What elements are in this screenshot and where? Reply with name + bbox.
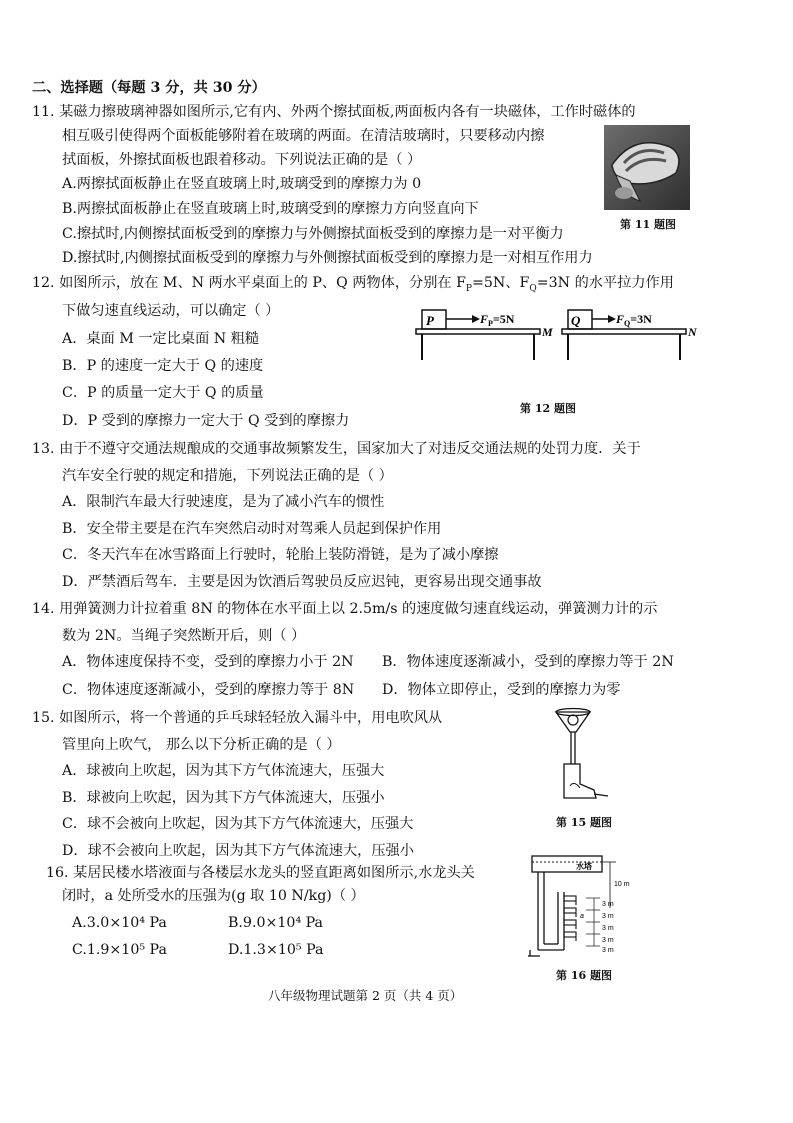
question-13-line-2: 汽车安全行驶的规定和措施，下列说法正确的是（ ） (62, 468, 393, 484)
question-11-option-c: C.擦拭时,内侧擦拭面板受到的摩擦力与外侧擦拭面板受到的摩擦力是一对平衡力 (62, 226, 564, 242)
question-15-option-d: D．球不会被向上吹起，因为其下方气体流速大，压强小 (62, 843, 414, 859)
question-16-option-a: A.3.0×10⁴ Pa (72, 915, 167, 931)
tower-label: 水塔 (576, 862, 592, 871)
question-15-line-1: 15. 如图所示，将一个普通的乒乓球轻轻放入漏斗中，用电吹风从 (32, 710, 443, 726)
question-13-line-1: 13. 由于不遵守交通法规酿成的交通事故频繁发生，国家加大了对违反交通法规的处罚力度．关于 (32, 441, 641, 457)
question-16-line-2: 闭时，a 处所受水的压强为(g 取 10 N/kg)（ ） (62, 888, 365, 904)
figure-11-caption: 第 11 题图 (620, 218, 676, 231)
question-number: 16. (46, 865, 69, 881)
figure-16-caption: 第 16 题图 (556, 969, 612, 982)
figure-15-caption: 第 15 题图 (556, 816, 612, 829)
floor-label: 3 m (602, 947, 614, 954)
block-q-label: Q (571, 313, 581, 328)
question-11-line-1: 11. 某磁力擦玻璃神器如图所示,它有内、外两个擦拭面板,两面板内各有一块磁体，工作时磁体的 (32, 104, 636, 120)
question-12-option-b: B．P 的速度一定大于 Q 的速度 (62, 358, 264, 374)
page-footer: 八年级物理试题第 2 页（共 4 页） (268, 988, 463, 1003)
tables-figure (410, 305, 700, 365)
question-15-option-a: A．球被向上吹起，因为其下方气体流速大，压强大 (62, 763, 385, 779)
point-a-label: a (580, 913, 584, 920)
question-14-line-1: 14. 用弹簧测力计拉着重 8N 的物体在水平面上以 2.5m/s 的速度做匀速直线运动，弹簧测力计的示 (32, 601, 658, 617)
question-13-option-b: B．安全带主要是在汽车突然启动时对驾乘人员起到保护作用 (62, 521, 442, 537)
question-15-line-2: 管里向上吹气， 那么以下分析正确的是（ ） (62, 737, 341, 753)
table-m-label: M (542, 325, 553, 339)
question-12-option-d: D．P 受到的摩擦力一定大于 Q 受到的摩擦力 (62, 413, 350, 429)
question-number: 11. (32, 104, 55, 120)
question-16-option-d: D.1.3×10⁵ Pa (228, 942, 324, 958)
question-11-line-2: 相互吸引使得两个面板能够附着在玻璃的两面。在清洁玻璃时，只要移动内擦 (62, 128, 545, 144)
question-11-option-b: B.两擦拭面板静止在竖直玻璃上时,玻璃受到的摩擦力方向竖直向下 (62, 201, 479, 217)
question-14-option-b: B．物体速度逐渐减小，受到的摩擦力等于 2N (382, 654, 674, 670)
height-label: 10 m (614, 881, 630, 888)
funnel-dryer-figure (548, 706, 618, 806)
floor-label: 3 m (602, 937, 614, 944)
question-13-option-a: A．限制汽车最大行驶速度，是为了减小汽车的惯性 (62, 494, 385, 510)
question-11-option-a: A.两擦拭面板静止在竖直玻璃上时,玻璃受到的摩擦力为 0 (62, 176, 422, 192)
question-16-option-b: B.9.0×10⁴ Pa (228, 915, 324, 931)
question-number: 14. (32, 601, 55, 617)
floor-label: 3 m (602, 913, 614, 920)
question-11-option-d: D.擦拭时,内侧擦拭面板受到的摩擦力与外侧擦拭面板受到的摩擦力是一对相互作用力 (62, 250, 593, 266)
question-12-line-2: 下做匀速直线运动，可以确定（ ） (62, 303, 280, 319)
question-13-option-d: D．严禁酒后驾车．主要是因为饮酒后驾驶员反应迟钝，更容易出现交通事故 (62, 574, 542, 590)
question-15-option-c: C．球不会被向上吹起，因为其下方气体流速大，压强大 (62, 816, 414, 832)
question-14-option-d: D．物体立即停止，受到的摩擦力为零 (382, 682, 621, 698)
floor-label: 3 m (602, 901, 614, 908)
water-tower-figure (524, 852, 636, 962)
floor-label: 3 m (602, 925, 614, 932)
section-title: 二、选择题（每题 3 分，共 30 分） (32, 80, 266, 96)
question-12-line-1: 12. 如图所示，放在 M、N 两水平桌面上的 P、Q 两物体，分别在 $F_P=5N$、$F_Q=3N$ 的水平拉力作用 (32, 275, 674, 294)
question-number: 13. (32, 441, 55, 457)
question-11-line-3: 拭面板，外擦拭面板也跟着移动。下列说法正确的是（ ） (62, 152, 422, 168)
question-12-option-a: A．桌面 M 一定比桌面 N 粗糙 (62, 331, 260, 347)
table-n-label: N (688, 325, 697, 339)
question-15-option-b: B．球被向上吹起，因为其下方气体流速大，压强小 (62, 790, 385, 806)
question-16-line-1: 16. 某居民楼水塔液面与各楼层水龙头的竖直距离如图所示,水龙头关 (46, 865, 475, 881)
glass-cleaner-photo (604, 125, 690, 210)
question-14-line-2: 数为 2N。当绳子突然断开后，则（ ） (62, 628, 306, 644)
question-13-option-c: C．冬天汽车在冰雪路面上行驶时，轮胎上装防滑链，是为了减小摩擦 (62, 547, 499, 563)
force-p-label: $F_P=5N$ (480, 312, 515, 328)
question-number: 15. (32, 710, 55, 726)
question-12-option-c: C．P 的质量一定大于 Q 的质量 (62, 385, 264, 401)
force-q-label: $F_Q=3N$ (616, 312, 652, 328)
question-number: 12. (32, 275, 55, 291)
question-14-option-c: C．物体速度逐渐减小，受到的摩擦力等于 8N (62, 682, 355, 698)
block-p-label: P (426, 313, 434, 328)
figure-12-caption: 第 12 题图 (520, 402, 576, 415)
question-16-option-c: C.1.9×10⁵ Pa (72, 942, 167, 958)
question-14-option-a: A．物体速度保持不变，受到的摩擦力小于 2N (62, 654, 354, 670)
